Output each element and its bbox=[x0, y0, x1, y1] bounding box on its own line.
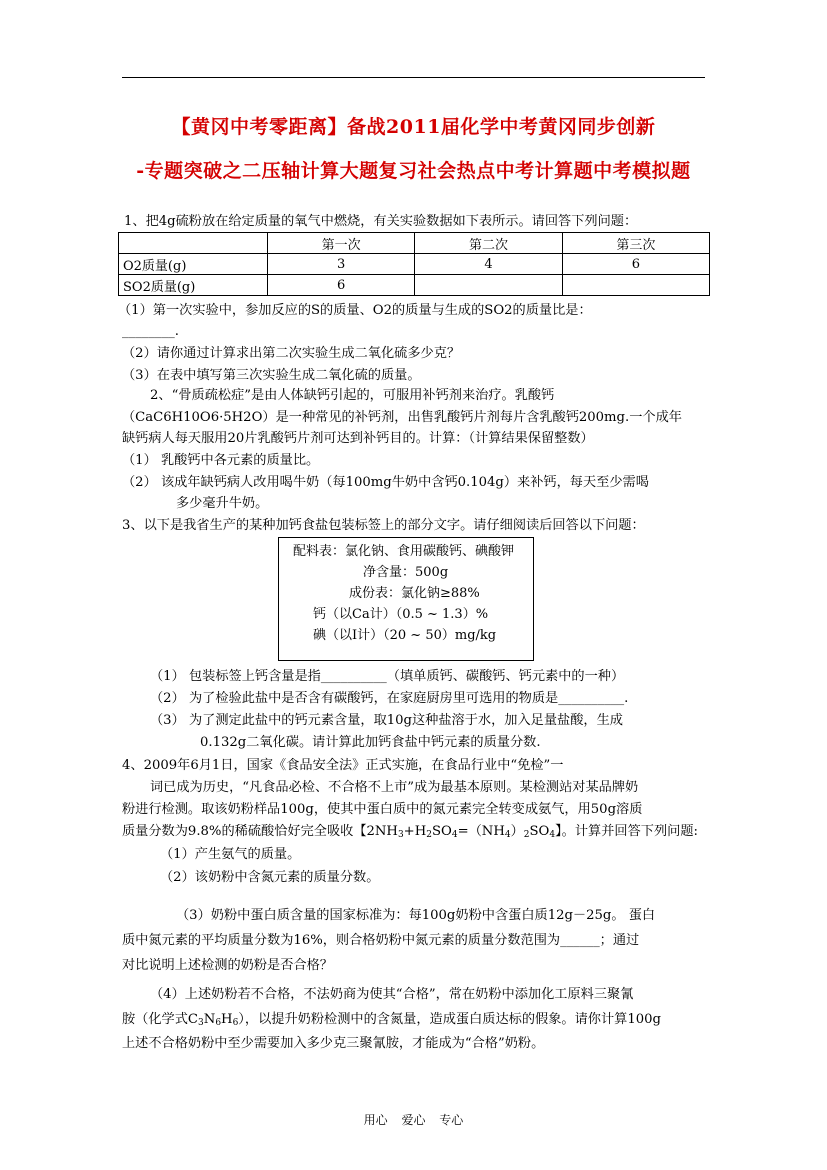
subscript: 2 bbox=[523, 830, 530, 840]
equation-text: SO bbox=[431, 824, 452, 839]
q4-subquestion-2: （2）该奶粉中含氮元素的质量分数。 bbox=[160, 870, 380, 885]
q2-subquestion-2-cont: 多少毫升牛奶。 bbox=[176, 496, 269, 511]
q1-subquestion-3: （3）在表中填写第三次实验生成二氧化硫的质量。 bbox=[122, 368, 421, 383]
table-cell: O2质量(g) bbox=[119, 254, 268, 275]
table-cell: 6 bbox=[562, 254, 709, 275]
equation-text: 】。计算并回答下列问题: bbox=[555, 824, 698, 839]
table-cell: 第一次 bbox=[268, 233, 415, 254]
q4-subquestion-4-cont bbox=[122, 1010, 661, 1033]
label-net-content: 净含量：500g bbox=[363, 565, 449, 580]
q4-line1: 4、2009年6月1日，国家《食品安全法》正式实施，在食品行业中“免检”一 bbox=[122, 758, 564, 773]
q4-line4-equation bbox=[122, 822, 698, 845]
equation-text: SO bbox=[529, 824, 550, 839]
q2-line3: 缺钙病人每天服用20片乳酸钙片剂可达到补钙目的。计算：（计算结果保留整数） bbox=[122, 431, 594, 446]
subscript: 6 bbox=[232, 1018, 239, 1028]
q4-line2: 词已成为历史，“凡食品必检、不合格不上市”成为最基本原则。某检测站对某品牌奶 bbox=[150, 780, 639, 795]
q3-subquestion-3: （3） 为了测定此盐中的钙元素含量，取10g这种盐溶于水，加入足量盐酸，生成 bbox=[150, 713, 623, 728]
equation-text: =（NH bbox=[457, 824, 505, 839]
subscript: 6 bbox=[215, 1018, 222, 1028]
table-cell: 6 bbox=[268, 275, 415, 296]
table-cell bbox=[415, 275, 562, 296]
q2-line2: （CaC6H10O6·5H2O）是一种常见的补钙剂，出售乳酸钙片剂每片含乳酸钙200mg.一个成年 bbox=[122, 410, 682, 425]
table-row bbox=[119, 254, 710, 275]
table-header-row bbox=[119, 233, 710, 254]
document-title-line1: 【黄冈中考零距离】备战2011届化学中考黄冈同步创新 bbox=[171, 116, 656, 138]
label-calcium: 钙（以Ca计）（0.5 ~ 1.3）% bbox=[313, 607, 489, 622]
table-row bbox=[119, 275, 710, 296]
q4-subquestion-4-cont2: 上述不合格奶粉中至少需要加入多少克三聚氰胺，才能成为“合格”奶粉。 bbox=[122, 1036, 545, 1051]
q3-intro: 3、以下是我省生产的某种加钙食盐包装标签上的部分文字。请仔细阅读后回答以下问题： bbox=[122, 518, 645, 533]
table-cell: SO2质量(g) bbox=[119, 275, 268, 296]
table-cell bbox=[562, 275, 709, 296]
q3-subquestion-1: （1） 包装标签上钙含量是指__________（填单质钙、碳酸钙、钙元素中的一种） bbox=[150, 669, 625, 684]
formula-text: N bbox=[203, 1012, 216, 1027]
q4-subquestion-3: （3）奶粉中蛋白质含量的国家标准为：每100g奶粉中含蛋白质12g－25g。 蛋白 bbox=[176, 908, 656, 923]
q4-line3: 粉进行检测。取该奶粉样品100g，使其中蛋白质中的氮元素完全转变成氨气，用50g溶质 bbox=[122, 802, 643, 817]
q1-subquestion-2: （2）请你通过计算求出第二次实验生成二氧化硫多少克？ bbox=[122, 346, 461, 361]
q4-subquestion-1: （1）产生氨气的质量。 bbox=[160, 847, 301, 862]
document-title-line2: -专题突破之二压轴计算大题复习社会热点中考计算题中考模拟题 bbox=[136, 160, 691, 182]
q1-subquestion-1: （1）第一次实验中，参加反应的S的质量、O2的质量与生成的SO2的质量比是： bbox=[118, 303, 592, 318]
q2-line1: 2、“骨质疏松症”是由人体缺钙引起的，可服用补钙剂来治疗。乳酸钙 bbox=[150, 388, 555, 403]
q4-subquestion-4: （4）上述奶粉若不合格，不法奶商为使其“合格”，常在奶粉中添加化工原料三聚氰 bbox=[150, 987, 634, 1002]
table-cell: 4 bbox=[415, 254, 562, 275]
equation-text: 质量分数为9.8%的稀硫酸恰好完全吸收【2NH bbox=[122, 824, 398, 839]
formula-text: ），以提升奶粉检测中的含氮量，造成蛋白质达标的假象。请你计算100g bbox=[238, 1012, 661, 1027]
q1-intro: 1、把4g硫粉放在给定质量的氧气中燃烧，有关实验数据如下表所示。请回答下列问题： bbox=[124, 214, 638, 229]
table-cell: 3 bbox=[268, 254, 415, 275]
header-rule bbox=[122, 77, 705, 78]
equation-text: ） bbox=[510, 824, 524, 839]
label-ingredients: 配料表：氯化钠、食用碳酸钙、碘酸钾 bbox=[293, 544, 515, 559]
equation-text: +H bbox=[403, 824, 427, 839]
q3-subquestion-2: （2） 为了检验此盐中是否含有碳酸钙，在家庭厨房里可选用的物质是__________. bbox=[150, 691, 629, 706]
formula-text: 胺（化学式C bbox=[122, 1012, 199, 1027]
subscript: 4 bbox=[549, 830, 556, 840]
salt-package-label bbox=[278, 537, 534, 661]
table-cell: 第二次 bbox=[415, 233, 562, 254]
q3-subquestion-3-cont: 0.132g二氧化碳。请计算此加钙食盐中钙元素的质量分数. bbox=[200, 735, 541, 750]
table-cell: 第三次 bbox=[562, 233, 709, 254]
formula-text: H bbox=[221, 1012, 233, 1027]
q1-answer-blank: ________. bbox=[122, 324, 179, 339]
q2-subquestion-2: （2） 该成年缺钙病人改用喝牛奶（每100mg牛奶中含钙0.104g）来补钙，每天至少需喝 bbox=[122, 475, 649, 490]
subscript: 2 bbox=[426, 830, 432, 840]
subscript: 3 bbox=[198, 1018, 204, 1028]
table-cell bbox=[119, 233, 268, 254]
subscript: 3 bbox=[397, 830, 404, 840]
label-composition: 成份表：氯化钠≥88% bbox=[349, 586, 480, 601]
q4-subquestion-3-cont2: 对比说明上述检测的奶粉是否合格？ bbox=[122, 958, 333, 973]
subscript: 4 bbox=[451, 830, 458, 840]
q4-subquestion-3-cont: 质中氮元素的平均质量分数为16%，则合格奶粉中氮元素的质量分数范围为______；通过 bbox=[122, 933, 640, 948]
page-footer: 用心 爱心 专心 bbox=[363, 1113, 464, 1127]
label-iodine: 碘（以I计）（20 ~ 50）mg/kg bbox=[313, 628, 497, 643]
q2-subquestion-1: （1） 乳酸钙中各元素的质量比。 bbox=[122, 453, 320, 468]
q1-data-table bbox=[118, 232, 710, 296]
subscript: 4 bbox=[504, 830, 511, 840]
